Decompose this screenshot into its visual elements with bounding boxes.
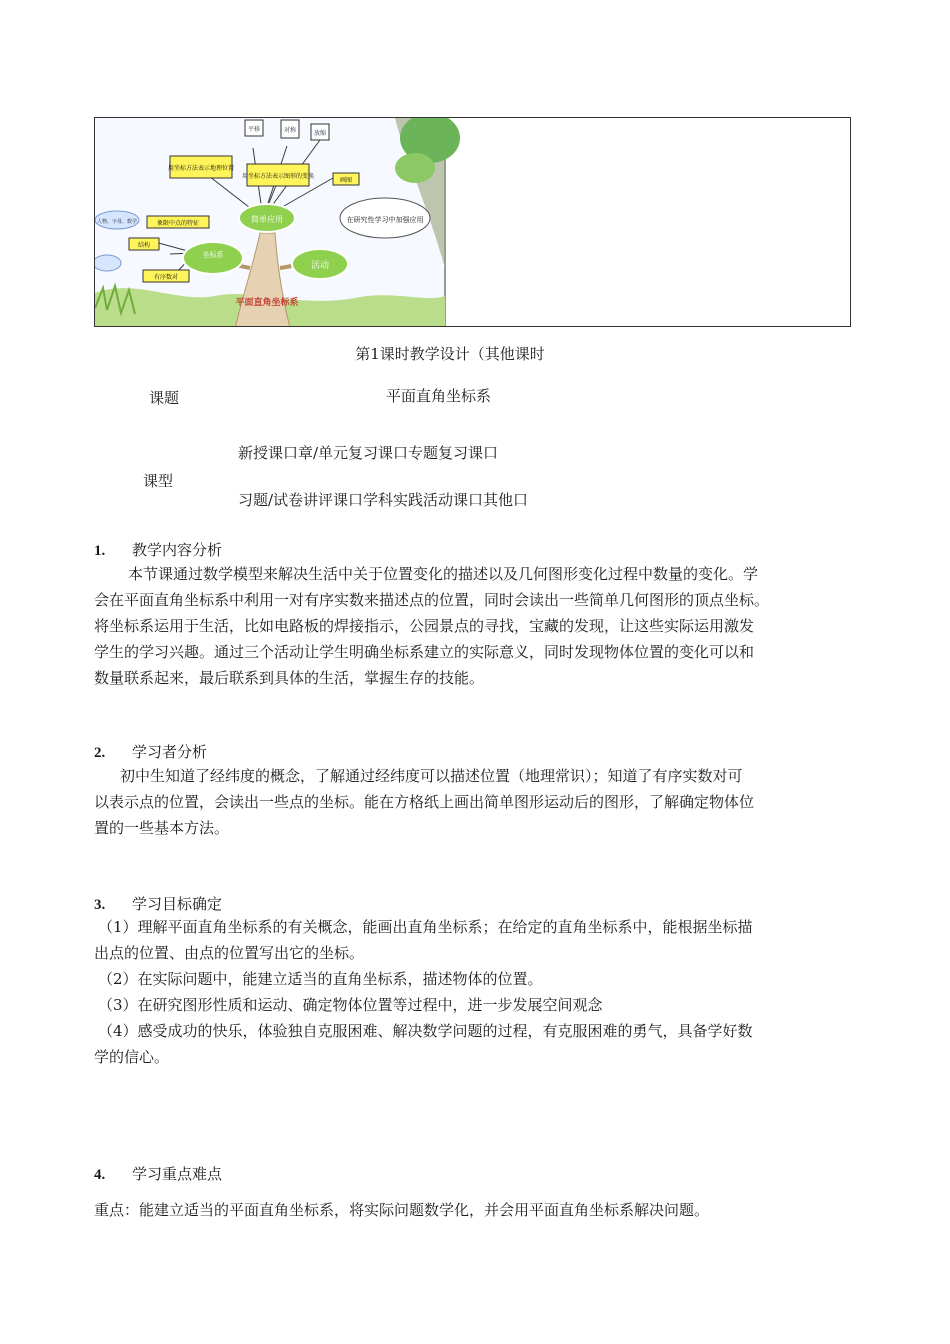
- paragraph-line: 数量联系起来，最后联系到具体的生活，掌握生存的技能。: [94, 669, 485, 687]
- figure-label-xiaoguo: 象限中点的特征: [156, 220, 200, 227]
- figure-caption: 第1课时教学设计（其他课时: [355, 345, 545, 363]
- figure-label-jiandan: 简单应用: [251, 215, 283, 224]
- section-1-body: [94, 561, 854, 691]
- figure-label-yanjiu: 在研究性学习中加强应用: [346, 216, 424, 224]
- paragraph-line: 置的一些基本方法。: [94, 819, 230, 837]
- knowledge-tree-illustration: [95, 118, 851, 327]
- section-number: 4.: [94, 1167, 106, 1183]
- paragraph-line: （4）感受成功的快乐，体验独自克服困难、解决数学问题的过程，有克服困难的勇气，具备学好数: [98, 1022, 753, 1040]
- type-options-line1: 新授课口章/单元复习课口专题复习课口: [238, 444, 499, 462]
- section-number: 1.: [94, 543, 106, 559]
- section-title: 学习目标确定: [132, 895, 223, 913]
- figure-label-root: 平面直角坐标系: [235, 298, 299, 308]
- figure-label-zuobiaoxi: 坐标系: [202, 251, 224, 259]
- section-1-heading: [94, 539, 222, 560]
- figure-label-tuxing: 用坐标方法表示图形的变换: [241, 173, 315, 180]
- paragraph-line: （2）在实际问题中，能建立适当的直角坐标系，描述物体的位置。: [98, 970, 543, 988]
- paragraph-line: 初中生知道了经纬度的概念，了解通过经纬度可以描述位置（地理常识）；知道了有序实数对可: [120, 767, 743, 785]
- figure-label-youxu: 有序数对: [153, 274, 179, 281]
- section-number: 3.: [94, 897, 106, 913]
- section-4-body: [94, 1197, 854, 1223]
- section-3-body: [94, 914, 854, 1070]
- figure-label-pingyi: 平移: [247, 126, 261, 133]
- figure-label-dili: 用坐标方法表示地理位置: [167, 165, 235, 172]
- paragraph-line: 会在平面直角坐标系中利用一对有序实数来描述点的位置，同时会读出一些简单几何图形的顶点坐标。: [94, 591, 770, 609]
- paragraph-line: 出点的位置、由点的位置写出它的坐标。: [94, 944, 365, 962]
- figure-label-ren: 人物、字母、数学: [96, 219, 138, 225]
- section-title: 学习重点难点: [132, 1165, 223, 1183]
- paragraph-line: 学的信心。: [94, 1048, 170, 1066]
- knowledge-tree-figure: [94, 117, 851, 327]
- figure-label-jiegou: 结构: [137, 242, 151, 249]
- type-label: 课型: [143, 472, 174, 490]
- section-title: 教学内容分析: [132, 541, 223, 559]
- section-2-heading: [94, 741, 207, 762]
- type-options-line2: 习题/试卷讲评课口学科实践活动课口其他口: [238, 491, 529, 509]
- paragraph-line: 重点：能建立适当的平面直角坐标系，将实际问题数学化，并会用平面直角坐标系解决问题。: [94, 1201, 710, 1219]
- section-4-heading: [94, 1163, 222, 1184]
- section-number: 2.: [94, 745, 106, 761]
- paragraph-line: 以表示点的位置，会读出一些点的坐标。能在方格纸上画出简单图形运动后的图形，了解确定物体位: [94, 793, 755, 811]
- title-value: 平面直角坐标系: [386, 387, 492, 405]
- paragraph-line: （1）理解平面直角坐标系的有关概念，能画出直角坐标系；在给定的直角坐标系中，能根据坐标描: [98, 918, 753, 936]
- section-3-heading: [94, 893, 222, 914]
- paragraph-line: 学生的学习兴趣。通过三个活动让学生明确坐标系建立的实际意义，同时发现物体位置的变化可以和: [94, 643, 755, 661]
- figure-label-duicheng: 对称: [283, 127, 297, 134]
- paragraph-line: （3）在研究图形性质和运动、确定物体位置等过程中，进一步发展空间观念: [98, 996, 603, 1014]
- section-title: 学习者分析: [132, 743, 208, 761]
- title-label: 课题: [149, 389, 180, 407]
- figure-label-suofang: 放缩: [313, 130, 327, 137]
- figure-label-huodong: 活动: [310, 261, 330, 271]
- paragraph-line: 本节课通过数学模型来解决生活中关于位置变化的描述以及几何图形变化过程中数量的变化。学: [128, 565, 759, 583]
- paragraph-line: 将坐标系运用于生活，比如电路板的焊接指示，公园景点的寻找，宝藏的发现，让这些实际运用激发: [94, 617, 755, 635]
- figure-label-huatu: 画图: [339, 177, 353, 184]
- section-2-body: [94, 763, 854, 841]
